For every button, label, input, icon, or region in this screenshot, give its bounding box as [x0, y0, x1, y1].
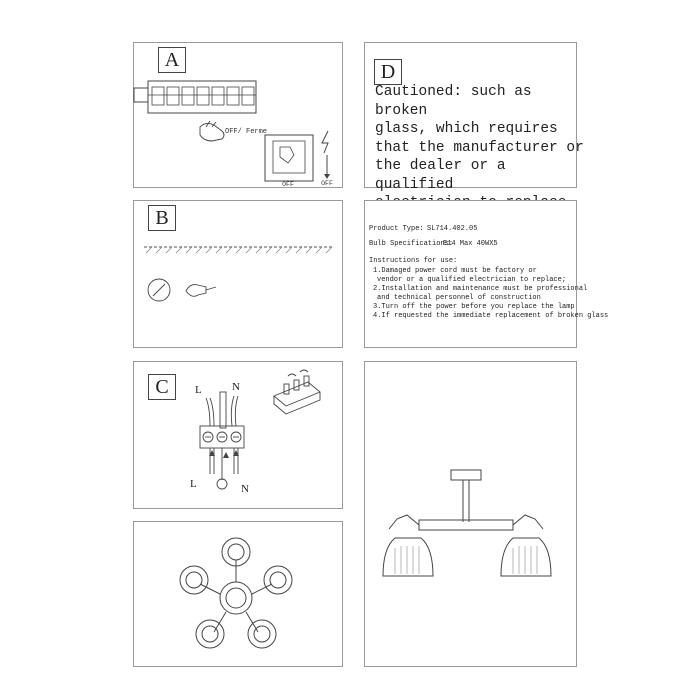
panel-d — [364, 42, 584, 193]
hand-icon — [200, 121, 224, 141]
panel-letter-c: C — [148, 374, 176, 400]
caution-line: the dealer or a qualified — [375, 158, 506, 193]
arrow-label: OFF — [321, 180, 333, 187]
lightning-icon — [322, 131, 328, 153]
instruction-line: 1.Damaged power cord must be factory or — [373, 267, 537, 275]
bulb-value: E14 Max 40WX5 — [443, 240, 498, 248]
panel-a — [133, 42, 343, 188]
instruction-line: 4.If requested the immediate replacement of broken glass — [373, 312, 609, 320]
ceiling-diagram — [134, 201, 344, 349]
panel-letter-b: B — [148, 205, 176, 231]
label-l-top: L — [195, 384, 202, 396]
panel-c — [133, 361, 343, 509]
bulb-label: Bulb Specifications: — [369, 240, 454, 248]
chandelier-side-view — [365, 362, 578, 668]
caution-line: Cautioned: such as broken — [375, 84, 532, 119]
wiring-diagram — [134, 362, 344, 510]
caution-line: glass, which requires — [375, 121, 558, 137]
breaker-diagram — [134, 43, 344, 189]
caution-line: that the manufacturer or — [375, 139, 584, 156]
switch-box — [265, 135, 313, 181]
label-n-bottom: N — [241, 483, 249, 495]
switch-label: OFF/ Ferme — [225, 128, 268, 136]
label-n-top: N — [232, 381, 240, 393]
caution-text — [375, 83, 585, 213]
switch-box-label: OFF — [282, 181, 294, 188]
instructions-title: Instructions for use: — [369, 257, 458, 265]
panel-spec — [364, 200, 609, 348]
product-type-value: SL714.402.05 — [427, 225, 478, 233]
connector-icon — [274, 370, 320, 414]
label-l-bottom: L — [190, 478, 197, 490]
instruction-line: 3.Turn off the power before you replace the lamp — [373, 303, 575, 311]
instruction-line: 2.Installation and maintenance must be professional — [373, 285, 588, 293]
product-type-label: Product Type: — [369, 225, 424, 233]
panel-letter-d: D — [374, 59, 402, 85]
panel-letter-a: A — [158, 47, 186, 73]
panel-b — [133, 200, 343, 348]
panel-top-view — [133, 521, 343, 667]
instruction-line: vendor or a qualified electrician to replace; — [377, 276, 567, 284]
chandelier-top-view — [134, 522, 344, 668]
drill-icon — [186, 285, 216, 297]
panel-side-view — [364, 361, 577, 667]
instruction-line: and technical personnel of construction — [377, 294, 541, 302]
